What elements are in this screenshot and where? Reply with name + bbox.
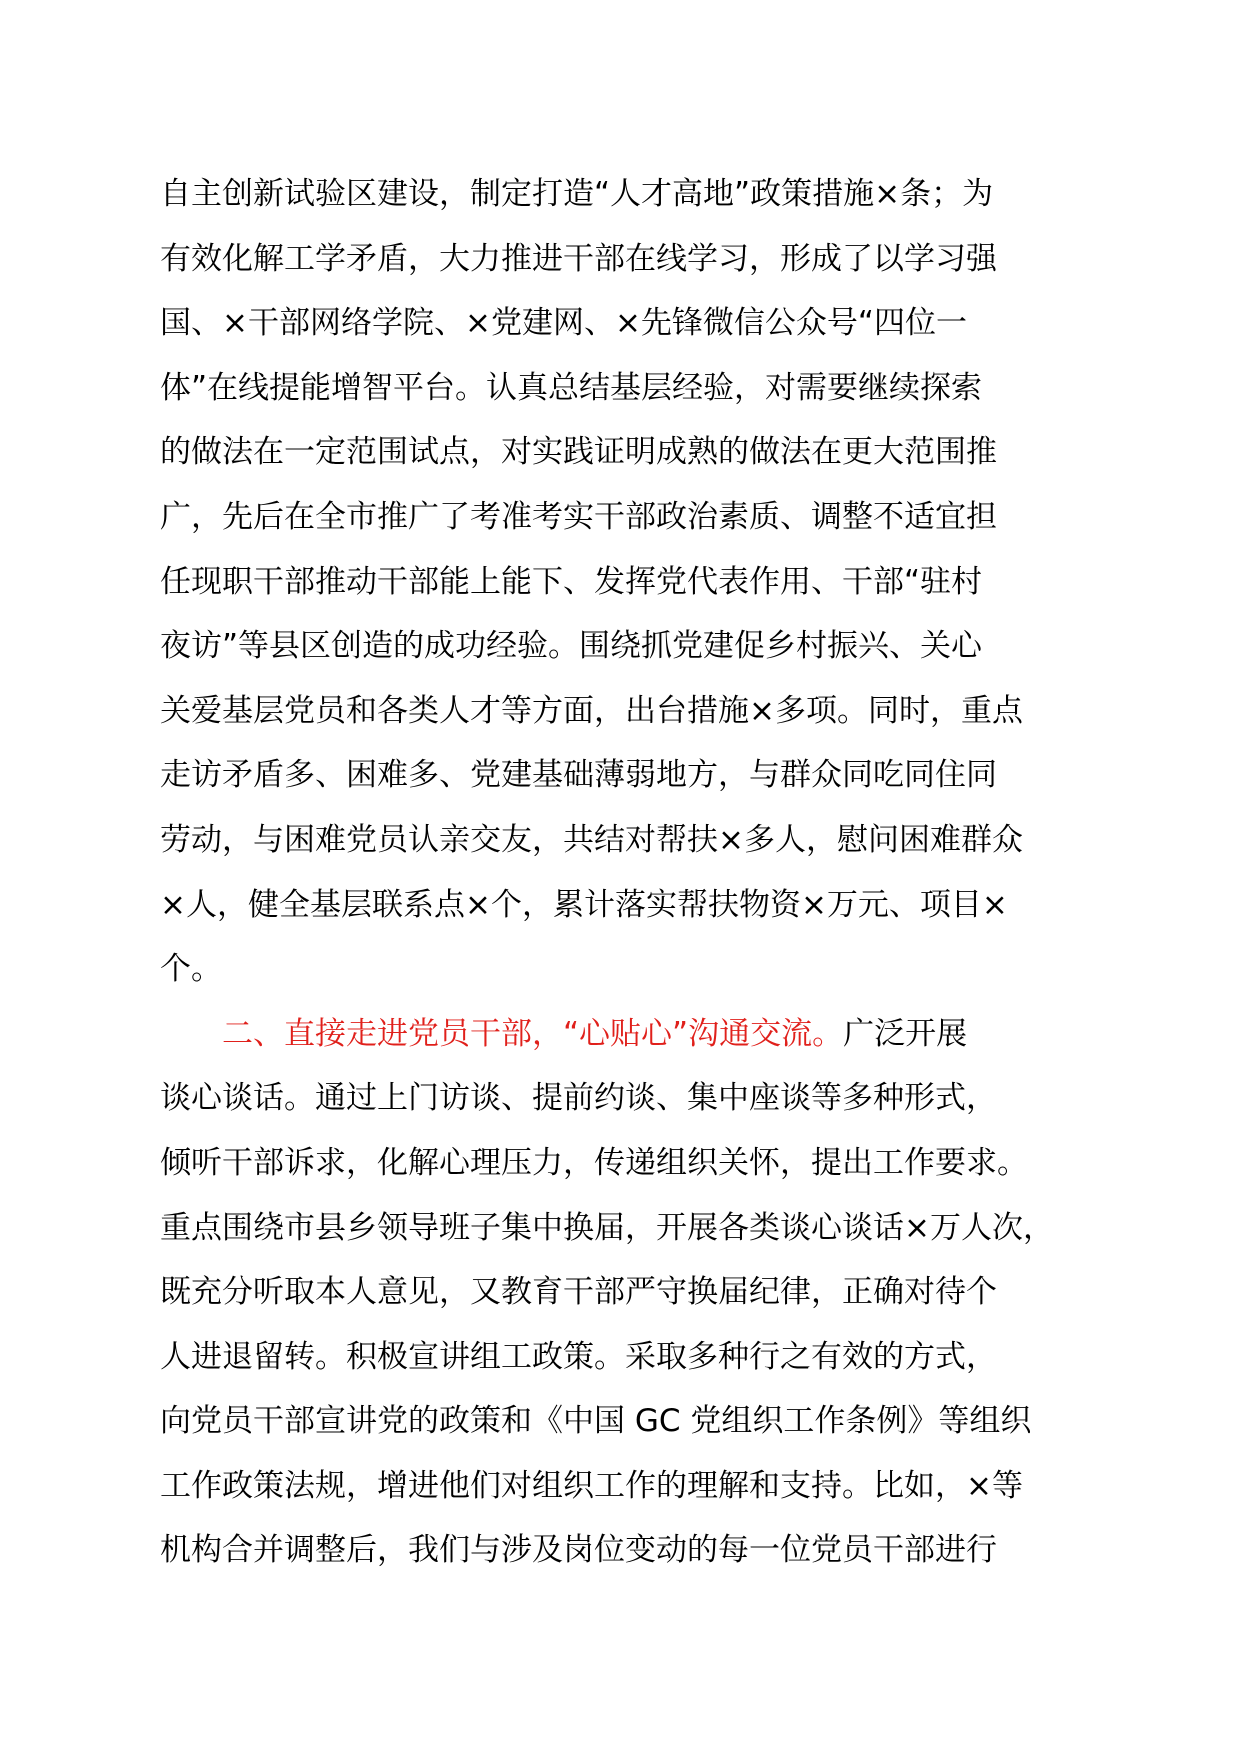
text-line: 个。 bbox=[160, 951, 222, 988]
text-line: 广，先后在全市推广了考准考实干部政治素质、调整不适宜担 bbox=[160, 498, 997, 535]
text-line: 劳动，与困难党员认亲交友，共结对帮扶×多人，慰问困难群众 bbox=[160, 821, 1023, 858]
text-line: 向党员干部宣讲党的政策和《中国 GC 党组织工作条例》等组织 bbox=[160, 1403, 1032, 1440]
text-line: 自主创新试验区建设，制定打造“人才高地”政策措施×条；为 bbox=[160, 176, 994, 212]
text-line: 体”在线提能增智平台。认真总结基层经验，对需要继续探索 bbox=[160, 369, 983, 406]
text-line: 既充分听取本人意见，又教育干部严守换届纪律，正确对待个 bbox=[160, 1274, 997, 1311]
text-line: 有效化解工学矛盾，大力推进干部在线学习，形成了以学习强 bbox=[160, 240, 997, 277]
heading-trailing-text: 广泛开展 bbox=[843, 1015, 968, 1052]
text-line: 工作政策法规，增进他们对组织工作的理解和支持。比如，×等 bbox=[160, 1467, 1023, 1504]
text-line: 关爱基层党员和各类人才等方面，出台措施×多项。同时，重点 bbox=[160, 692, 1023, 729]
text-line: 重点围绕市县乡领导班子集中换届，开展各类谈心谈话×万人次， bbox=[160, 1209, 1054, 1246]
paragraph-2 bbox=[160, 1002, 1120, 1583]
document-body bbox=[160, 162, 1120, 1583]
text-line: ×人，健全基层联系点×个，累计落实帮扶物资×万元、项目× bbox=[160, 886, 1008, 923]
text-line: 机构合并调整后，我们与涉及岗位变动的每一位党员干部进行 bbox=[160, 1532, 997, 1569]
paragraph-1 bbox=[160, 162, 1120, 1002]
text-line: 倾听干部诉求，化解心理压力，传递组织关怀，提出工作要求。 bbox=[160, 1144, 1028, 1181]
section-heading: 二、直接走进党员干部，“心贴心”沟通交流。 bbox=[222, 1015, 844, 1052]
text-line: 人进退留转。积极宣讲组工政策。采取多种行之有效的方式， bbox=[160, 1338, 997, 1375]
text-line: 走访矛盾多、困难多、党建基础薄弱地方，与群众同吃同住同 bbox=[160, 757, 997, 794]
text-line: 谈心谈话。通过上门访谈、提前约谈、集中座谈等多种形式， bbox=[160, 1080, 997, 1117]
text-line: 任现职干部推动干部能上能下、发挥党代表作用、干部“驻村 bbox=[160, 563, 983, 600]
text-line: 夜访”等县区创造的成功经验。围绕抓党建促乡村振兴、关心 bbox=[160, 628, 983, 665]
paragraph-2-first-line bbox=[160, 1002, 1120, 1067]
text-line: 的做法在一定范围试点，对实践证明成熟的做法在更大范围推 bbox=[160, 434, 997, 471]
text-line: 国、×干部网络学院、×党建网、×先锋微信公众号“四位一 bbox=[160, 305, 967, 342]
